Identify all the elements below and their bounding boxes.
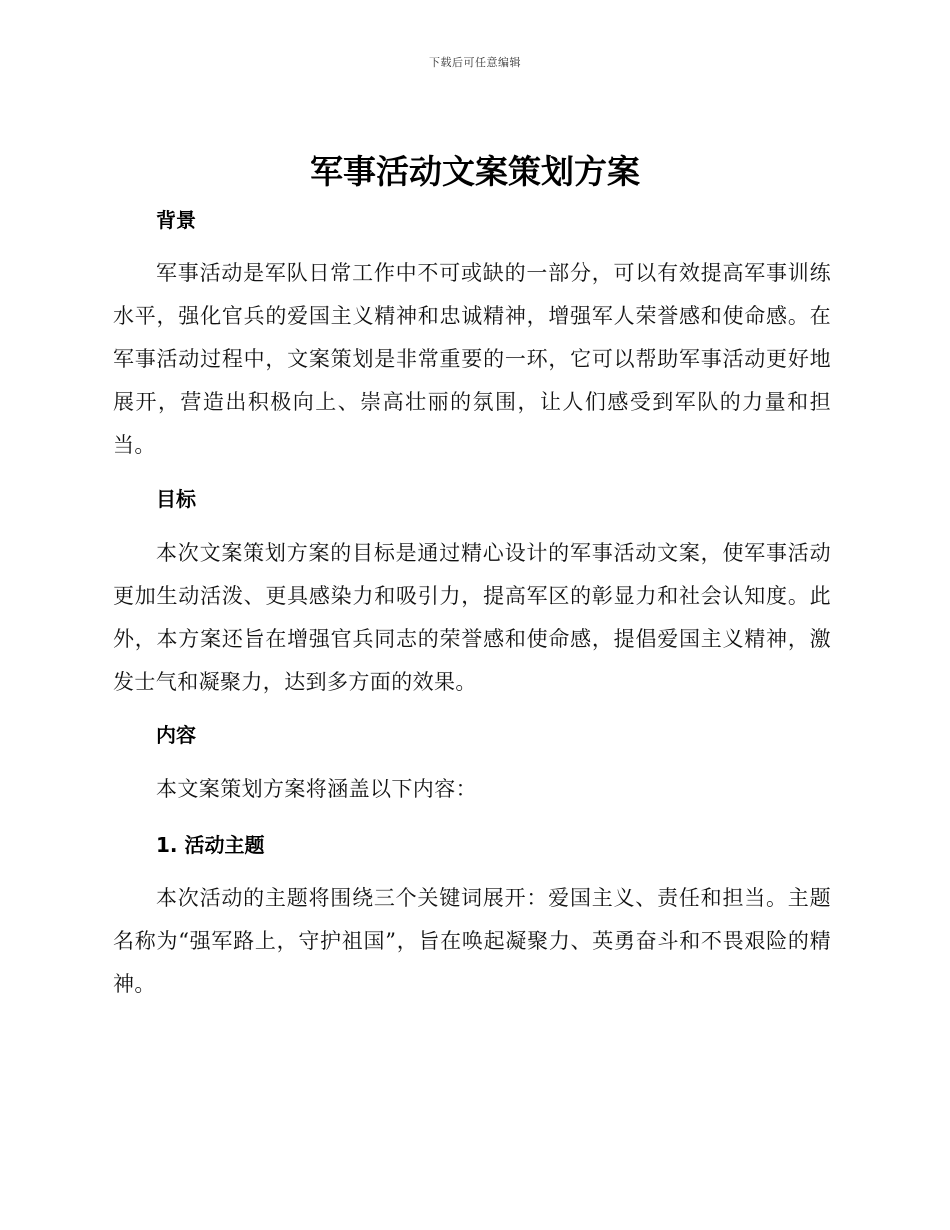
page-header-note: 下载后可任意编辑 xyxy=(429,56,521,69)
paragraph-goal: 本次文案策划方案的目标是通过精心设计的军事活动文案，使军事活动更加生动活泼、更具感染力和吸引力，提高军区的彰显力和社会认知度。此外，本方案还旨在增强官兵同志的荣誉感和使命感，提倡爱国主义精神，激发士气和凝聚力，达到多方面的效果。 xyxy=(113,541,831,694)
section-heading-content: 内容 xyxy=(156,723,196,747)
document-title: 军事活动文案策划方案 xyxy=(310,152,640,191)
subsection-heading-theme: 1. 活动主题 xyxy=(156,833,265,857)
paragraph-background: 军事活动是军队日常工作中不可或缺的一部分，可以有效提高军事训练水平，强化官兵的爱国主义精神和忠诚精神，增强军人荣誉感和使命感。在军事活动过程中，文案策划是非常重要的一环，它可以帮助军事活动更好地展开，营造出积极向上、崇高壮丽的氛围，让人们感受到军队的力量和担当。 xyxy=(113,261,831,457)
section-heading-background: 背景 xyxy=(156,208,196,232)
paragraph-theme: 本次活动的主题将围绕三个关键词展开：爱国主义、责任和担当。主题名称为“强军路上，守护祖国”，旨在唤起凝聚力、英勇奋斗和不畏艰险的精神。 xyxy=(113,886,831,996)
section-heading-goal: 目标 xyxy=(156,487,196,511)
paragraph-content-intro: 本文案策划方案将涵盖以下内容： xyxy=(156,777,477,801)
